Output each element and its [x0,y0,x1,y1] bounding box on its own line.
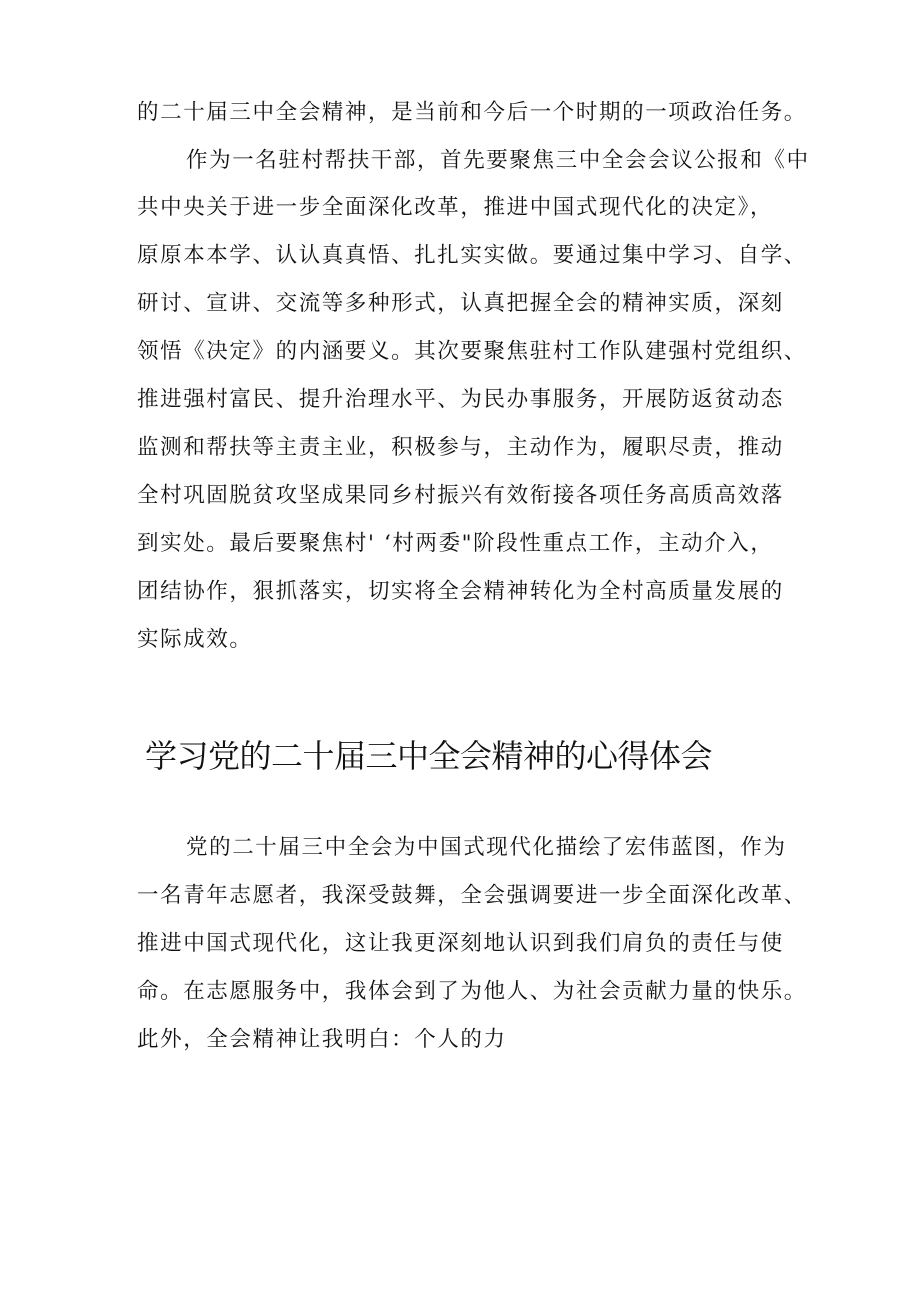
text-line: 原原本本学、认认真真悟、扎扎实实做。要通过集中学习、自学、 [137,243,807,268]
text-line: 共中央关于进一步全面深化改革，推进中国式现代化的决定》， [137,195,774,220]
text-line: 实际成效。 [137,627,253,652]
text-line: 此外，全会精神让我明白：个人的力 [137,1027,507,1052]
text-line: 到实处。最后要聚焦村' ‘村两委"阶段性重点工作，主动介入， [137,531,774,556]
text-line: 作为一名驻村帮扶干部，首先要聚焦三中全会会议公报和《中 [186,148,810,173]
text-line: 推进强村富民、提升治理水平、为民办事服务，开展防返贫动态 [137,387,784,412]
text-line: 的二十届三中全会精神，是当前和今后一个时期的一项政治任务。 [137,100,807,125]
text-line: 一名青年志愿者，我深受鼓舞，全会强调要进一步全面深化改革、 [137,883,807,908]
text-line: 团结协作，狠抓落实，切实将全会精神转化为全村高质量发展的 [137,579,784,604]
text-line: 监测和帮扶等主责主业，积极参与，主动作为，履职尽责，推动 [137,435,784,460]
section-heading: 学习党的二十届三中全会精神的心得体会 [145,737,713,775]
text-line: 命。在志愿服务中，我体会到了为他人、为社会贡献力量的快乐。 [137,979,807,1004]
text-line: 党的二十届三中全会为中国式现代化描绘了宏伟蓝图，作为 [186,835,787,860]
text-line: 研讨、宣讲、交流等多种形式，认真把握全会的精神实质，深刻 [137,291,784,316]
text-line: 推进中国式现代化，这让我更深刻地认识到我们肩负的责任与使 [137,931,784,956]
text-line: 全村巩固脱贫攻坚成果同乡村振兴有效衔接各项任务高质高效落 [137,483,784,508]
text-line: 领悟《决定》的内涵要义。其次要聚焦驻村工作队建强村党组织、 [137,339,807,364]
